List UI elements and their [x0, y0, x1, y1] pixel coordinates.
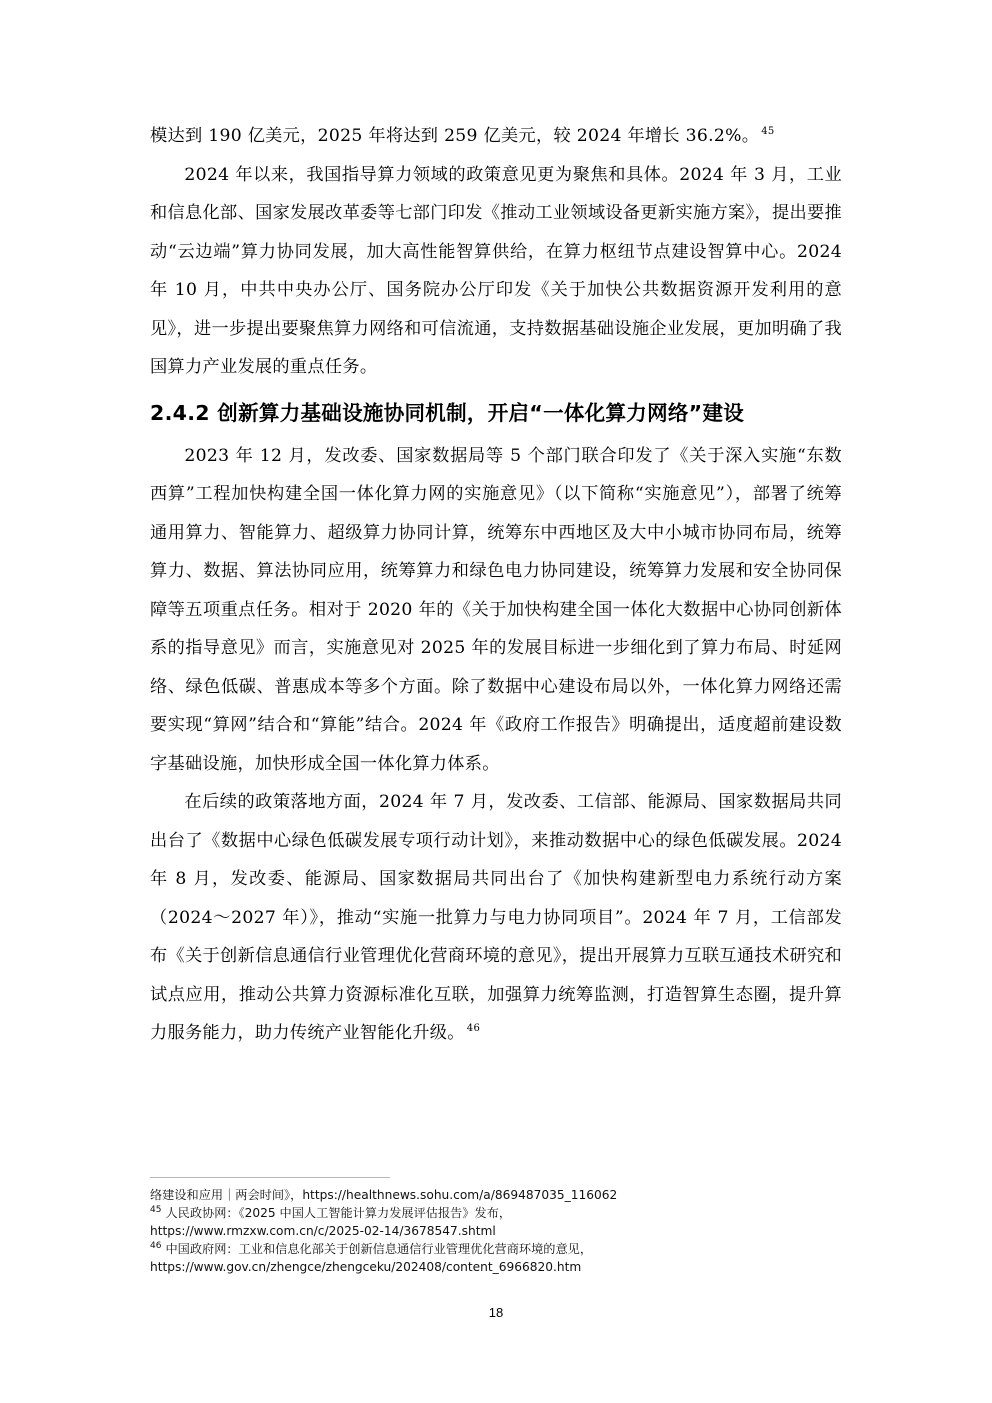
footnote-continuation: 络建设和应用｜两会时间》，https://healthnews.sohu.com/a/869487035_116062	[150, 1188, 618, 1202]
paragraph-4-text: 在后续的政策落地方面，2024 年 7 月，发改委、工信部、能源局、国家数据局共同出台了《数据中心绿色低碳发展专项行动计划》，来推动数据中心的绿色低碳发展。2024 年 8 月，发改委、能源局、国家数据局共同出台了《加快构建新型电力系统行动方案（2024～2027 年）》，推动“实施一批算力与电力协同项目”。2024 年 7 月，工信部发布《关于创新信息通信行业管理优化营商环境的意见》，提出开展算力互联互通技术研究和试点应用，推动公共算力资源标准化互联，加强算力统筹监测，打造智算生态圈，提升算力服务能力，助力传统产业智能化升级。	[150, 792, 842, 1043]
paragraph-2: 2024 年以来，我国指导算力领域的政策意见更为聚焦和具体。2024 年 3 月，工业和信息化部、国家发展改革委等七部门印发《推动工业领域设备更新实施方案》，提出要推动“云边端”算力协同发展，加大高性能智算供给，在算力枢纽节点建设智算中心。2024 年 10 月，中共中央办公厅、国务院办公厅印发《关于加快公共数据资源开发利用的意见》，进一步提出要聚焦算力网络和可信流通，支持数据基础设施企业发展，更加明确了我国算力产业发展的重点任务。	[150, 164, 842, 377]
paragraph-1-text: 模达到 190 亿美元，2025 年将达到 259 亿美元，较 2024 年增长 36.2%。	[150, 126, 760, 146]
footnote-46	[150, 1240, 842, 1258]
paragraph-4	[150, 783, 842, 1053]
section-heading: 2.4.2 创新算力基础设施协同机制，开启“一体化算力网络”建设	[150, 400, 745, 425]
footnote-45	[150, 1204, 842, 1222]
main-content	[150, 117, 842, 1053]
footnote-45-url[interactable]: https://www.rmzxw.com.cn/c/2025-02-14/3678547.shtml	[150, 1224, 496, 1238]
page-number: 18	[488, 1305, 504, 1320]
footnote-divider	[150, 1177, 390, 1178]
footnote-45-text: 人民政协网：《2025 中国人工智能计算力发展评估报告》发布，	[165, 1206, 512, 1220]
footnote-ref-46[interactable]: 46	[466, 1023, 481, 1035]
footnote-46-mark: 46	[150, 1240, 162, 1251]
paragraph-3: 2023 年 12 月，发改委、国家数据局等 5 个部门联合印发了《关于深入实施“东数西算”工程加快构建全国一体化算力网的实施意见》（以下简称“实施意见”），部署了统筹通用算力、智能算力、超级算力协同计算，统筹东中西地区及大中小城市协同布局，统筹算力、数据、算法协同应用，统筹算力和绿色电力协同建设，统筹算力发展和安全协同保障等五项重点任务。相对于 2020 年的《关于加快构建全国一体化大数据中心协同创新体系的指导意见》而言，实施意见对 2025 年的发展目标进一步细化到了算力布局、时延网络、绿色低碳、普惠成本等多个方面。除了数据中心建设布局以外，一体化算力网络还需要实现“算网”结合和“算能”结合。2024 年《政府工作报告》明确提出，适度超前建设数字基础设施，加快形成全国一体化算力体系。	[150, 445, 842, 774]
footnote-45-mark: 45	[150, 1204, 162, 1215]
footnotes	[150, 1186, 842, 1276]
footnote-46-text: 中国政府网：工业和信息化部关于创新信息通信行业管理优化营商环境的意见，	[165, 1242, 593, 1256]
footnote-46-url[interactable]: https://www.gov.cn/zhengce/zhengceku/202408/content_6966820.htm	[150, 1260, 582, 1274]
footnote-ref-45[interactable]: 45	[761, 126, 775, 138]
paragraph-1	[150, 117, 842, 156]
